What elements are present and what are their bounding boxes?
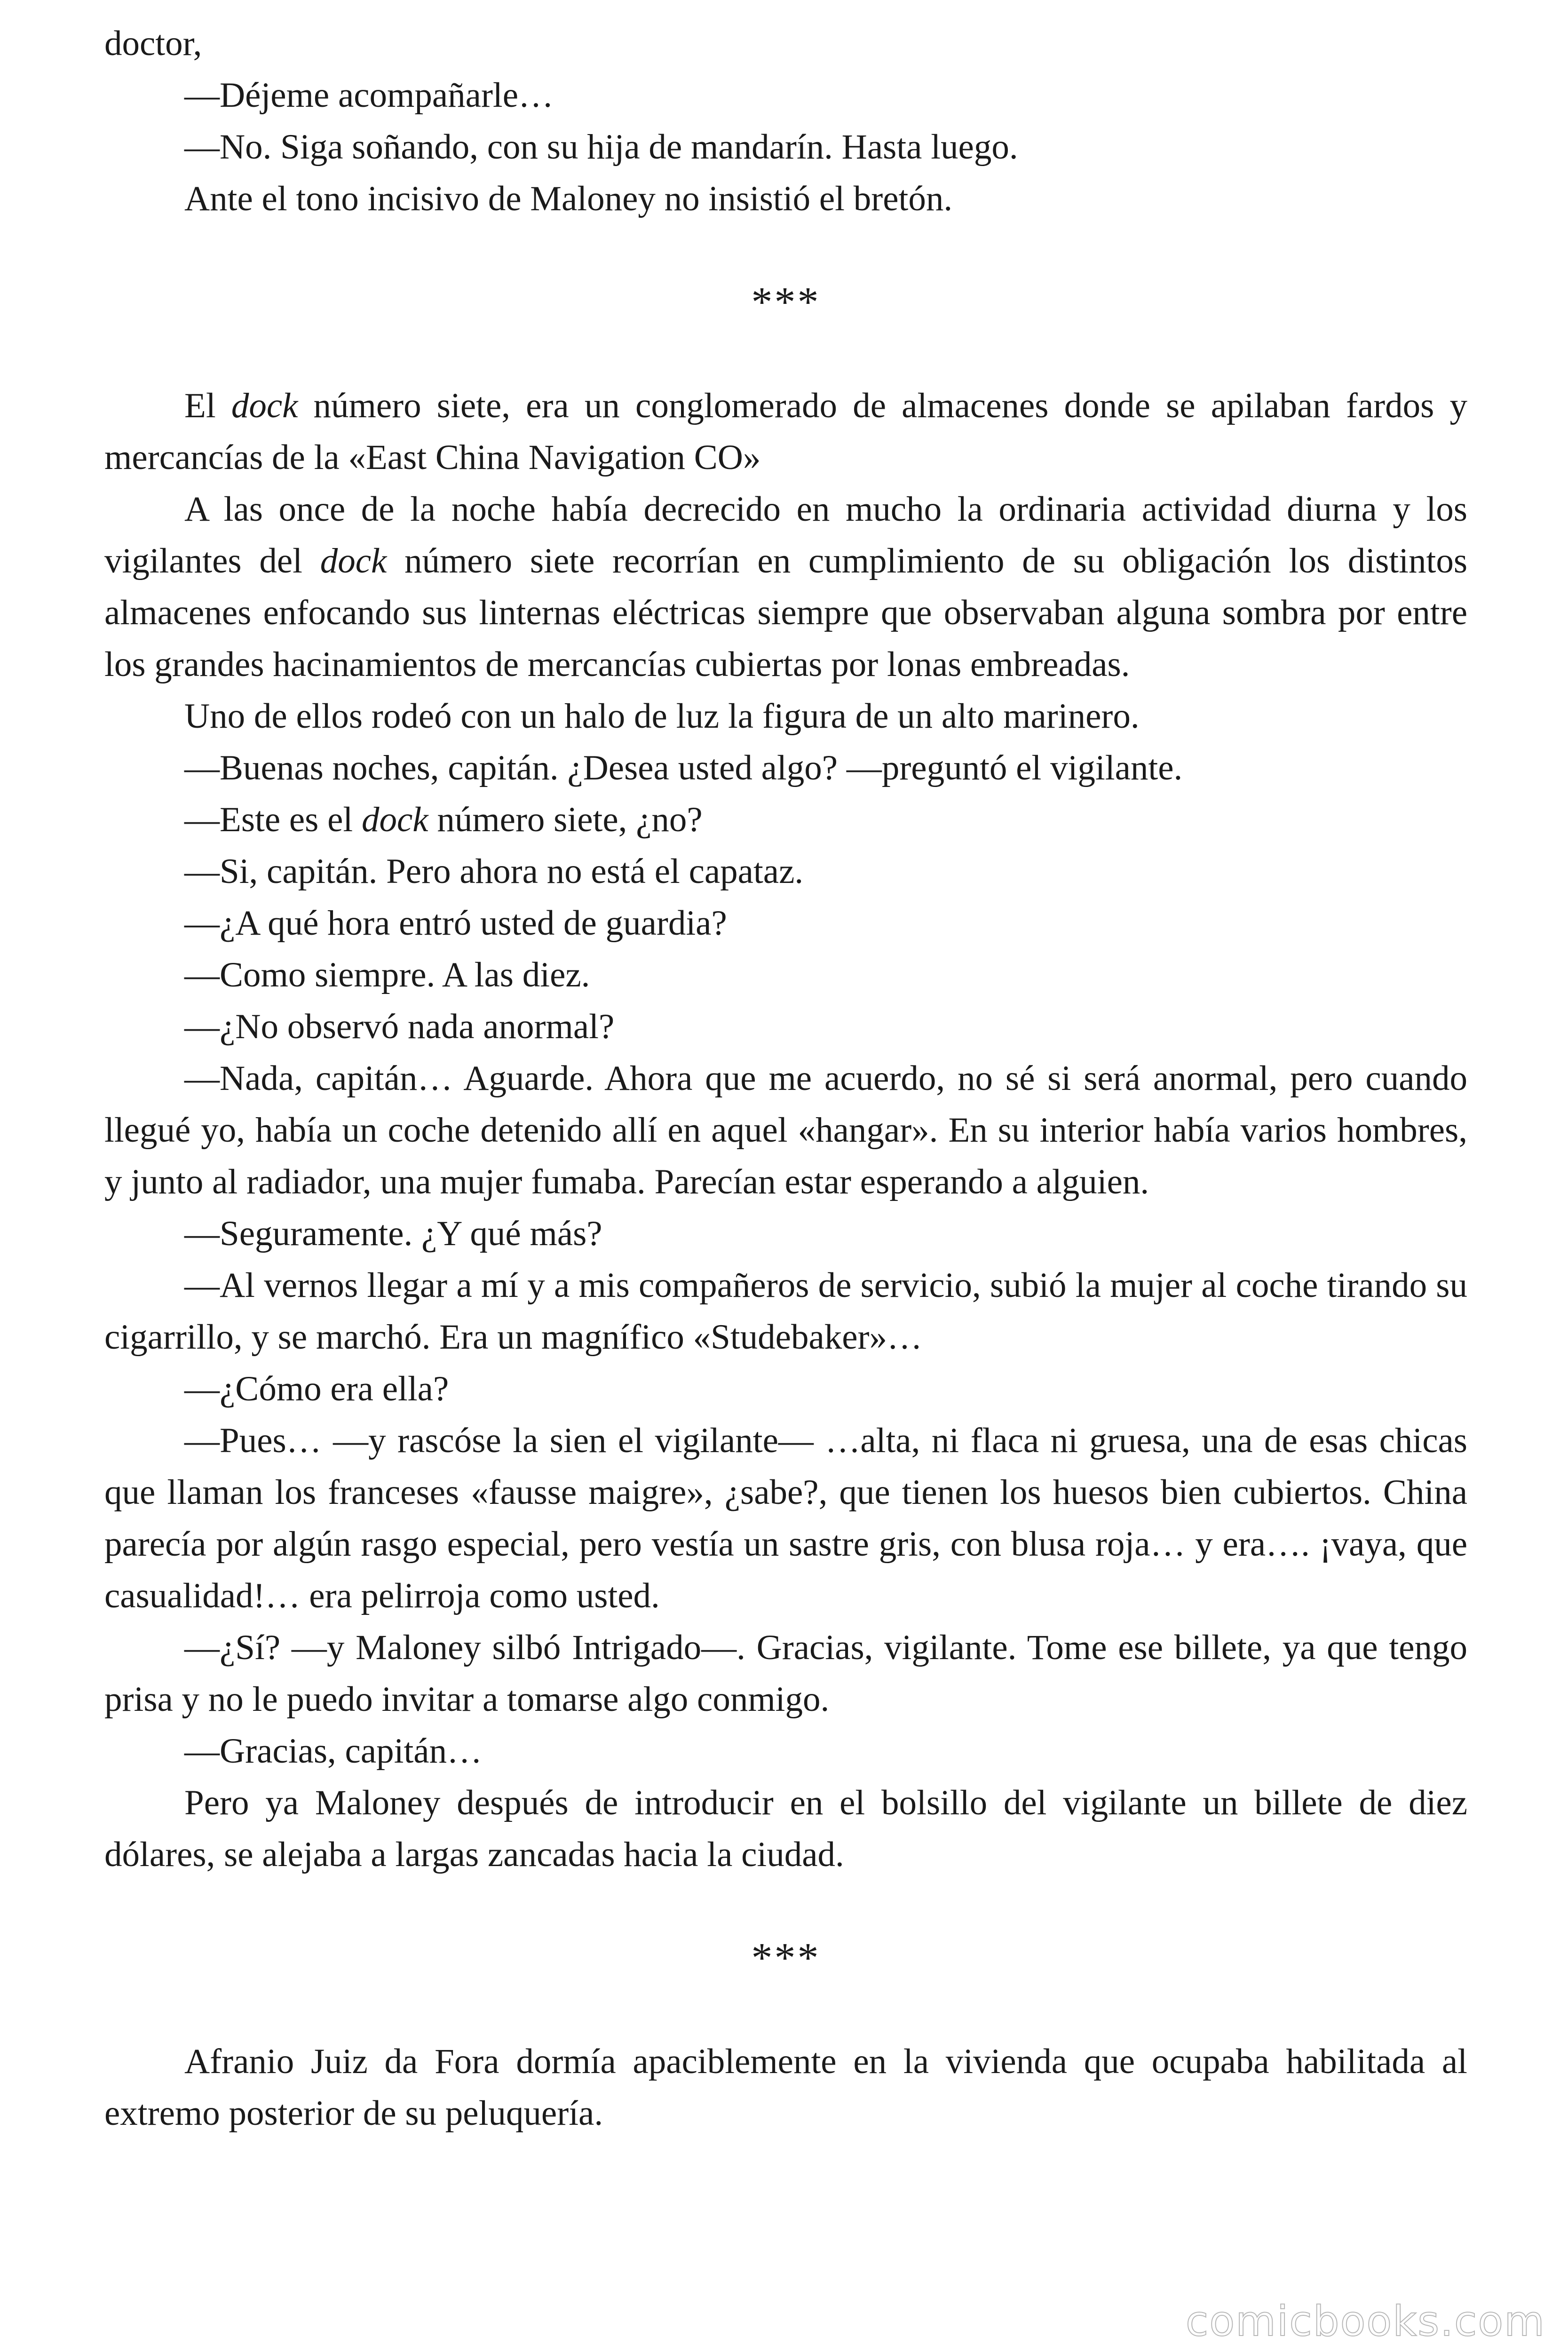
italic-term: dock (361, 800, 428, 839)
section-separator: *** (751, 279, 821, 326)
paragraph: —Déjeme acompañarle… (184, 76, 554, 115)
paragraph: El dock número siete, era un conglomerado de almacenes donde se apilaban fardos y mercancías de la «East China Navigation CO» (104, 386, 1467, 477)
paragraph: Afranio Juiz da Fora dormía apaciblemente en la vivienda que ocupaba habilitada al extremo posterior de su peluquería. (104, 2042, 1467, 2133)
dialogue-line: —Nada, capitán… Aguarde. Ahora que me acuerdo, no sé si será anormal, pero cuando llegué yo, había un coche detenido allí en aquel «hangar». En su interior había varios hombres, y junto al radiador, una mujer fumaba. Parecían estar esperando a alguien. (104, 1059, 1467, 1201)
dialogue-line: —Gracias, capitán… (184, 1732, 483, 1771)
dialogue-line: —Buenas noches, capitán. ¿Desea usted algo? —preguntó el vigilante. (184, 748, 1183, 787)
italic-term: dock (320, 541, 387, 580)
dialogue-line: —¿Sí? —y Maloney silbó Intrigado—. Gracias, vigilante. Tome ese billete, ya que tengo prisa y no le puedo invitar a tomarse algo conmigo. (104, 1628, 1467, 1719)
dialogue-line: —Seguramente. ¿Y qué más? (184, 1214, 602, 1253)
italic-term: dock (231, 386, 298, 425)
dialogue-line: —¿No observó nada anormal? (184, 1007, 615, 1046)
dialogue-line: —¿A qué hora entró usted de guardia? (184, 904, 727, 943)
paragraph: A las once de la noche había decrecido en mucho la ordinaria actividad diurna y los vigilantes del dock número siete recorrían en cumplimiento de su obligación los distintos almacenes enfocando sus linternas eléctricas siempre que observaban alguna sombra por entre los grandes hacinamientos de mercancías cubiertas por lonas embreadas. (104, 490, 1468, 684)
watermark-logo: comicbooks.com (1185, 2297, 1545, 2345)
paragraph: doctor, (104, 24, 202, 63)
book-page (104, 18, 1467, 2139)
paragraph: Ante el tono incisivo de Maloney no insistió el bretón. (184, 179, 953, 218)
dialogue-line: —¿Cómo era ella? (184, 1369, 449, 1408)
dialogue-line: —Al vernos llegar a mí y a mis compañeros de servicio, subió la mujer al coche tirando su cigarrillo, y se marchó. Era un magnífico «Studebaker»… (104, 1266, 1467, 1357)
paragraph: Uno de ellos rodeó con un halo de luz la figura de un alto marinero. (184, 697, 1140, 736)
paragraph: Pero ya Maloney después de introducir en el bolsillo del vigilante un billete de diez dólares, se alejaba a largas zancadas hacia la ciudad. (104, 1783, 1467, 1874)
dialogue-line: —Pues… —y rascóse la sien el vigilante— …alta, ni flaca ni gruesa, una de esas chicas que llaman los franceses «fausse maigre», ¿sabe?, que tienen los huesos bien cubiertos. China parecía por algún rasgo especial, pero vestía un sastre gris, con blusa roja… y era…. ¡vaya, que casualidad!… era pelirroja como usted. (104, 1421, 1467, 1615)
section-separator: *** (751, 1935, 821, 1981)
dialogue-line: —Este es el dock número siete, ¿no? (184, 800, 703, 839)
dialogue-line: —Si, capitán. Pero ahora no está el capataz. (184, 852, 804, 891)
paragraph: —No. Siga soñando, con su hija de mandarín. Hasta luego. (184, 127, 1018, 167)
dialogue-line: —Como siempre. A las diez. (184, 955, 590, 994)
